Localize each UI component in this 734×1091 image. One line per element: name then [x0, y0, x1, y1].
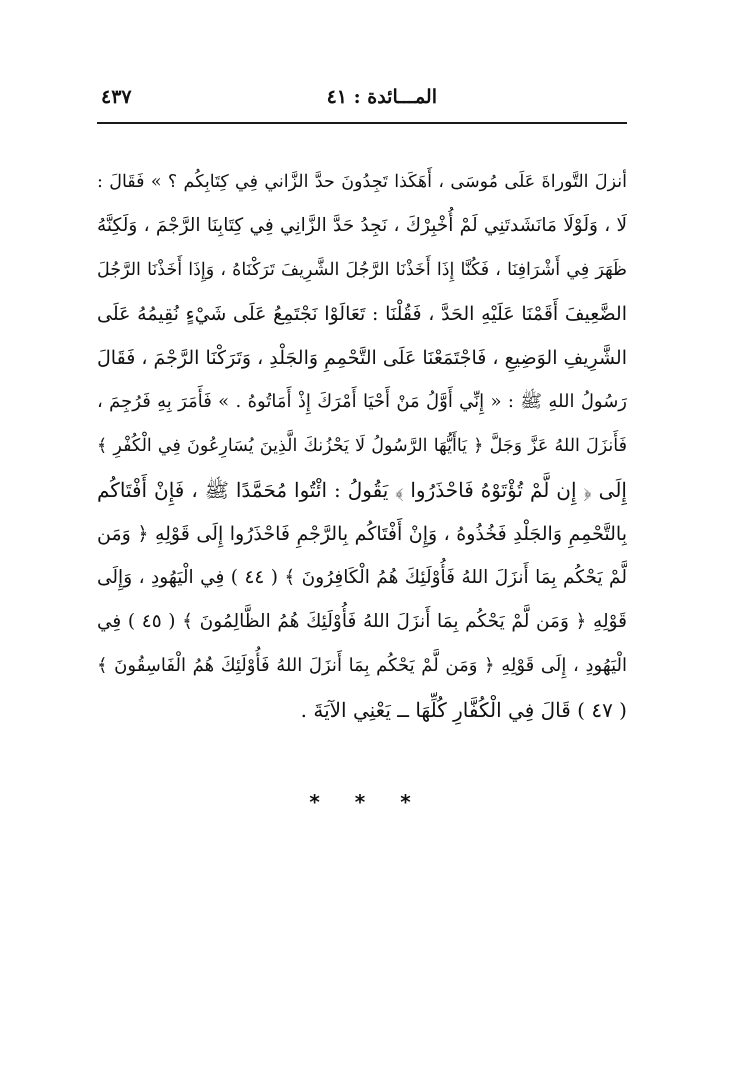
text-line: الْيَهُودِ ، إِلَى قَوْلِهِ ﴿ وَمَن لَّمْ يَحْكُم بِمَا أَنزَلَ اللهُ فَأُوْلَئِكَ هُمُ الْفَاسِقُونَ ﴾ [97, 655, 627, 676]
text-line: الشَّرِيفِ الوَضِيعِ ، فَاجْتَمَعْنَا عَلَى التَّحْمِمِ وَالجَلْدِ ، وَتَرَكْنَا الرَّجْمَ ، فَقَالَ [97, 347, 627, 369]
text-line: ظَهَرَ فِي أَشْرَافِنَا ، فَكُنَّا إِذَا أَخَذْنَا الرَّجُلَ الشَّرِيفَ تَرَكْنَاهُ ، وَإِذَا أَخَذْنَا الرَّجُلَ [97, 260, 627, 280]
text-line: لَا ، وَلَوْلَا مَانَشَدتَنِي لَمْ أُخْبِرْكَ ، نَجِدُ حَدَّ الزَّانِي فِي كِتَابِنَا الرَّجْمَ ، وَلَكِنَّهُ [97, 215, 627, 236]
main-text [97, 160, 627, 732]
running-title: المـــائدة : ٤١ [326, 86, 437, 108]
page-number: ٤٣٧ [101, 86, 132, 108]
text-line: ( ٤٧ ) قَالَ فِي الْكُفَّارِ كُلِّهَا ــ يَعْنِي الآيَةَ . [300, 698, 627, 722]
text-line: قَوْلِهِ ﴿ وَمَن لَّمْ يَحْكُم بِمَا أَنزَلَ اللهُ فَأُوْلَئِكَ هُمُ الظَّالِمُونَ ﴾ ( ٤٥ ) فِي [97, 611, 627, 632]
text-line: بِالتَّحْمِمِ وَالجَلْدِ فَخُذُوهُ ، وَإِنْ أَفْتَاكُم بِالرَّجْمِ فَاحْذَرُوا إِلَى قَوْلِهِ ﴿ وَمَن [97, 523, 627, 545]
text-line: فَأَنزَلَ اللهُ عَزَّ وَجَلَّ ﴿ يَاأَيُّهَا الرَّسُولُ لَا يَحْزُنكَ الَّذِينَ يُسَارِعُونَ فِي الْكُفْرِ ﴾ [97, 436, 627, 456]
text-line: لَّمْ يَحْكُم بِمَا أَنزَلَ اللهُ فَأُوْلَئِكَ هُمُ الْكَافِرُونَ ﴾ ( ٤٤ ) فِي الْيَهُودِ ، وَإِلَى [97, 567, 627, 588]
text-line: الضَّعِيفَ أَقَمْنَا عَلَيْهِ الحَدَّ ، فَقُلْنَا : تَعَالَوْا نَجْتَمِعُ عَلَى شَيْءٍ نُقِيمُهُ عَلَى [97, 303, 627, 325]
section-separator: * * * [309, 790, 425, 814]
text-line: أنزلَ التَّوراةَ عَلَى مُوسَى ، أَهَكَذا تَجِدُونَ حدَّ الزَّاني فِي كِتَابِكُم ؟ » فَقَالَ : [97, 172, 627, 192]
text-line: رَسُولُ اللهِ ﷺ : « إِنِّي أَوَّلُ مَنْ أَحْيَا أَمْرَكَ إِذْ أَمَاتُوهُ . » فَأَمَرَ بِهِ فَرُجِمَ ، [97, 391, 627, 412]
page-header [97, 82, 627, 116]
header-rule [97, 122, 627, 124]
text-line: إِلَى ﴿ إِن لَّمْ تُؤْتَوْهُ فَاحْذَرُوا ﴾ يَقُولُ : ائْتُوا مُحَمَّدًا ﷺ ، فَإِنْ أَفْتَاكُم [97, 478, 627, 502]
